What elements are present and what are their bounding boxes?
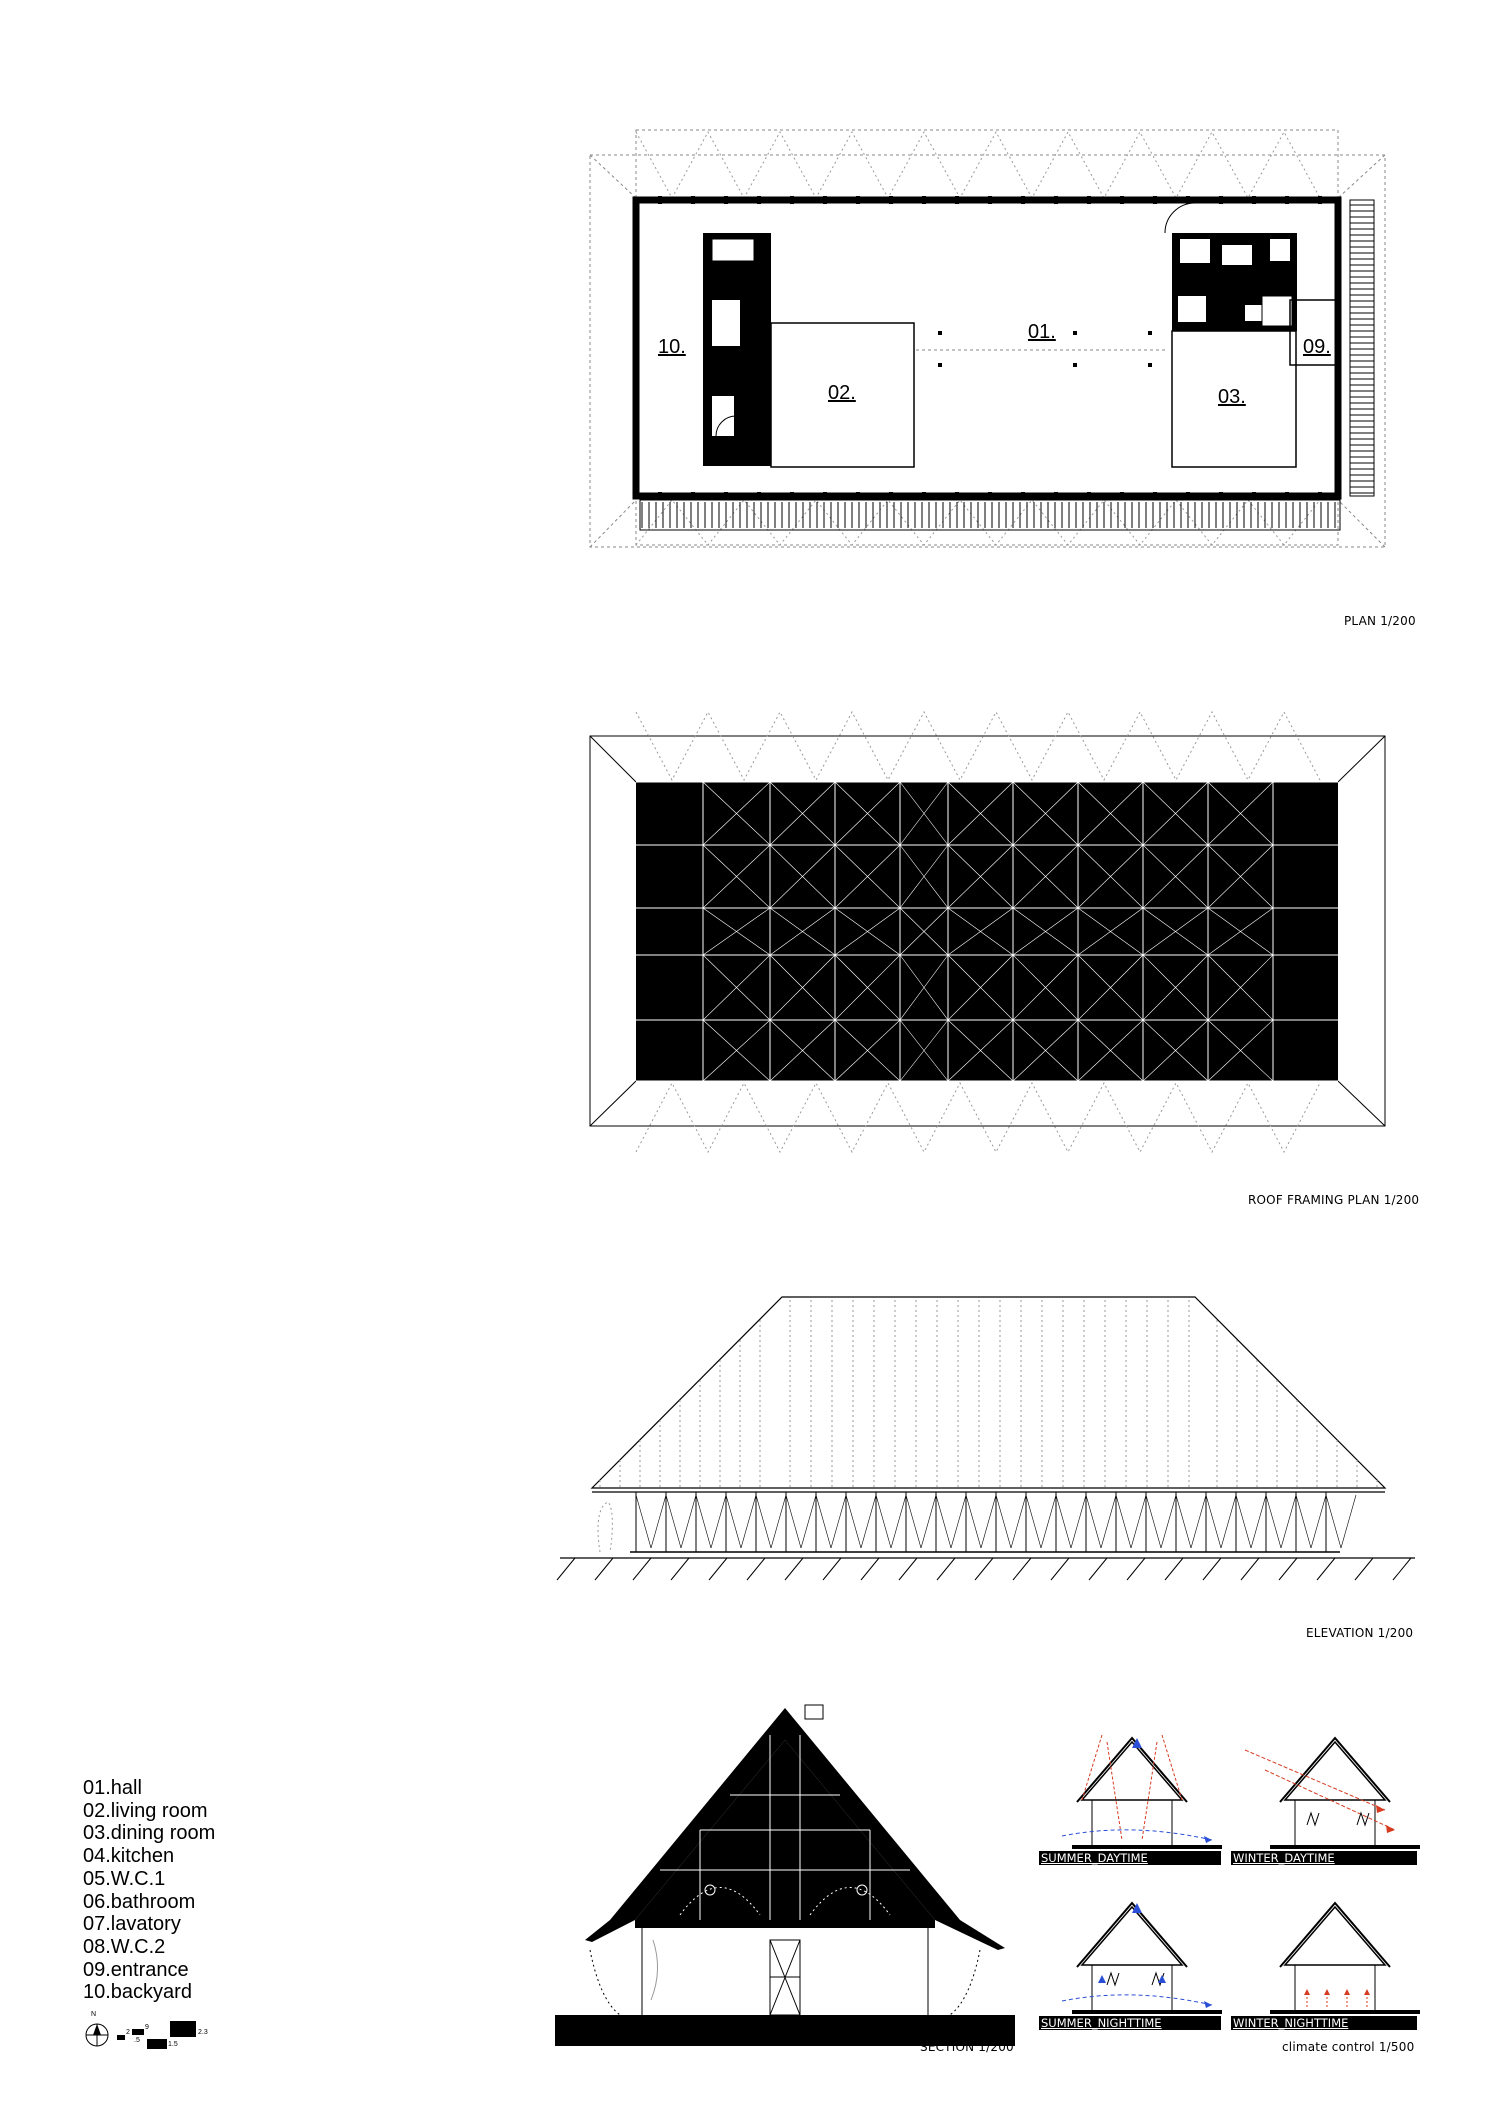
climate-house-winter-night [1270, 1903, 1420, 2014]
plan-entrance-stair [1350, 200, 1374, 496]
roof-framing-field [636, 782, 1338, 1081]
plan-room-10: 10. [658, 336, 686, 358]
plan-stair-treads [1350, 205, 1374, 493]
plan-room-01: 01. [1028, 321, 1056, 343]
elevation-drawing [0, 1280, 1500, 1650]
section-interior [590, 1928, 980, 2015]
elevation-ground-hatch [557, 1558, 1411, 1580]
plan-caption: PLAN 1/200 [1344, 614, 1416, 628]
plan-svg [0, 0, 1500, 640]
legend-item: 04.kitchen [83, 1845, 175, 1868]
plan-room-03: 03. [1218, 386, 1246, 408]
climate-label-winter-night: WINTER_NIGHTTIME [1231, 2016, 1417, 2030]
north-scale [82, 2011, 222, 2055]
legend-item: 08.W.C.2 [83, 1935, 166, 1958]
roof-framing-drawing [0, 690, 1500, 1210]
plan-room-09: 09. [1303, 336, 1331, 358]
climate-house-summer-day [1062, 1735, 1222, 1849]
legend-item: 07.lavatory [83, 1913, 181, 1936]
section-caption-2: SECTION 1/200 [920, 2040, 1014, 2054]
scale-mark: 2.3 [198, 2029, 208, 2036]
climate-label-summer-day: SUMMER_DAYTIME [1039, 1851, 1221, 1865]
climate-control-drawing [1030, 1730, 1460, 2070]
scale-mark: 1.5 [168, 2041, 178, 2048]
elevation-roof [592, 1297, 1385, 1492]
north-label: N [91, 2011, 97, 2018]
elevation-rafters [600, 1300, 1377, 1488]
legend-item: 05.W.C.1 [83, 1867, 166, 1890]
legend-item: 01.hall [83, 1777, 142, 1799]
legend-item: 02.living room [83, 1799, 208, 1822]
elevation-caption: ELEVATION 1/200 [1306, 1626, 1414, 1640]
elevation-tree [598, 1502, 612, 1552]
scale-mark: .5 [134, 2037, 140, 2044]
scale-mark: 2 [126, 2029, 130, 2036]
climate-label-summer-night: SUMMER_NIGHTTIME [1039, 2016, 1221, 2030]
elevation-posts [636, 1492, 1356, 1552]
roof-svg [0, 690, 1500, 1210]
elevation-svg [0, 1280, 1500, 1650]
scale-mark: 9 [145, 2024, 149, 2031]
climate-house-summer-night [1062, 1903, 1222, 2014]
climate-house-winter-day [1245, 1738, 1420, 1849]
plan-room-02: 02. [828, 382, 856, 404]
climate-label-winter-day: WINTER_DAYTIME [1231, 1851, 1417, 1865]
room-legend [83, 1777, 215, 2004]
roof-caption: ROOF FRAMING PLAN 1/200 [1248, 1193, 1420, 1207]
plan-drawing [0, 0, 1500, 640]
plan-veranda [642, 502, 1335, 528]
legend-item: 06.bathroom [83, 1890, 196, 1913]
legend-item: 10.backyard [83, 1981, 192, 2004]
legend-item: 09.entrance [83, 1958, 189, 1981]
legend-item: 03.dining room [83, 1822, 216, 1845]
climate-caption: climate control 1/500 [1282, 2040, 1415, 2054]
